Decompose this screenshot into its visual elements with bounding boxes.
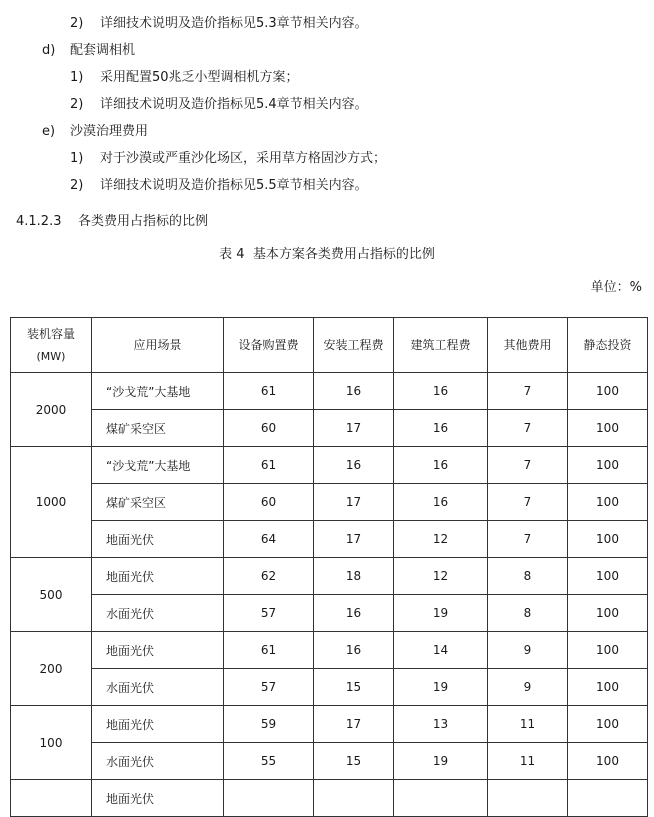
list-number: 1) <box>70 70 84 85</box>
list-letter: d) <box>42 43 56 58</box>
install-cell <box>314 780 394 817</box>
building-cell: 14 <box>394 632 488 669</box>
unit-label: 单位：% <box>590 280 642 295</box>
table-row <box>11 632 648 669</box>
table-row <box>11 447 648 484</box>
other-cell: 9 <box>488 632 568 669</box>
scene-cell: 水面光伏 <box>92 595 224 632</box>
other-cell: 11 <box>488 706 568 743</box>
equipment-cell: 59 <box>224 706 314 743</box>
equipment-cell: 57 <box>224 595 314 632</box>
capacity-cell: 2000 <box>11 373 92 447</box>
building-cell: 16 <box>394 447 488 484</box>
list-item <box>42 120 148 139</box>
scene-cell: “沙戈荒”大基地 <box>92 373 224 410</box>
list-text: 对于沙漠或严重沙化场区，采用草方格固沙方式； <box>100 151 387 166</box>
other-cell: 7 <box>488 373 568 410</box>
scene-cell: 煤矿采空区 <box>92 410 224 447</box>
table-row <box>11 595 648 632</box>
scene-cell: 地面光伏 <box>92 558 224 595</box>
scene-cell: “沙戈荒”大基地 <box>92 447 224 484</box>
static-cell: 100 <box>568 410 648 447</box>
header-static: 静态投资 <box>568 318 648 373</box>
list-item <box>70 66 299 85</box>
equipment-cell: 61 <box>224 373 314 410</box>
scene-cell: 水面光伏 <box>92 669 224 706</box>
table-header-row <box>11 318 648 373</box>
equipment-cell <box>224 780 314 817</box>
table-row <box>11 558 648 595</box>
list-text: 详细技术说明及造价指标见5.3章节相关内容。 <box>100 16 368 31</box>
install-cell: 15 <box>314 669 394 706</box>
install-cell: 17 <box>314 410 394 447</box>
install-cell: 16 <box>314 595 394 632</box>
list-number: 2) <box>70 178 84 193</box>
building-cell: 19 <box>394 595 488 632</box>
install-cell: 15 <box>314 743 394 780</box>
table-row <box>11 706 648 743</box>
install-cell: 16 <box>314 447 394 484</box>
capacity-cell <box>11 780 92 817</box>
static-cell <box>568 780 648 817</box>
equipment-cell: 62 <box>224 558 314 595</box>
static-cell: 100 <box>568 743 648 780</box>
building-cell: 12 <box>394 521 488 558</box>
other-cell: 7 <box>488 521 568 558</box>
equipment-cell: 55 <box>224 743 314 780</box>
static-cell: 100 <box>568 669 648 706</box>
other-cell: 7 <box>488 484 568 521</box>
list-text: 详细技术说明及造价指标见5.4章节相关内容。 <box>100 97 368 112</box>
other-cell: 8 <box>488 558 568 595</box>
install-cell: 16 <box>314 632 394 669</box>
section-heading <box>16 210 208 229</box>
building-cell: 16 <box>394 410 488 447</box>
table-row <box>11 669 648 706</box>
list-letter: e) <box>42 124 56 139</box>
table-row <box>11 780 648 817</box>
building-cell: 19 <box>394 669 488 706</box>
list-text: 采用配置50兆乏小型调相机方案； <box>100 70 299 85</box>
list-heading: 配套调相机 <box>70 43 136 58</box>
other-cell <box>488 780 568 817</box>
section-number: 4.1.2.3 <box>16 214 62 229</box>
capacity-cell: 1000 <box>11 447 92 558</box>
static-cell: 100 <box>568 484 648 521</box>
other-cell: 9 <box>488 669 568 706</box>
list-item <box>70 12 368 31</box>
list-item <box>70 93 368 112</box>
table-row <box>11 410 648 447</box>
building-cell: 16 <box>394 373 488 410</box>
section-title: 各类费用占指标的比例 <box>78 214 209 229</box>
list-text: 详细技术说明及造价指标见5.5章节相关内容。 <box>100 178 368 193</box>
table-caption: 表 4 基本方案各类费用占指标的比例 <box>219 247 435 262</box>
scene-cell: 水面光伏 <box>92 743 224 780</box>
static-cell: 100 <box>568 447 648 484</box>
install-cell: 17 <box>314 484 394 521</box>
capacity-cell: 200 <box>11 632 92 706</box>
scene-cell: 地面光伏 <box>92 706 224 743</box>
scene-cell: 地面光伏 <box>92 521 224 558</box>
building-cell: 12 <box>394 558 488 595</box>
table-row <box>11 743 648 780</box>
list-number: 2) <box>70 16 84 31</box>
list-number: 1) <box>70 151 84 166</box>
header-equipment: 设备购置费 <box>224 318 314 373</box>
list-item <box>70 147 386 166</box>
install-cell: 18 <box>314 558 394 595</box>
other-cell: 11 <box>488 743 568 780</box>
static-cell: 100 <box>568 632 648 669</box>
install-cell: 17 <box>314 521 394 558</box>
header-capacity: 装机容量 (MW) <box>11 318 92 373</box>
building-cell <box>394 780 488 817</box>
equipment-cell: 64 <box>224 521 314 558</box>
capacity-cell: 500 <box>11 558 92 632</box>
static-cell: 100 <box>568 373 648 410</box>
header-scene: 应用场景 <box>92 318 224 373</box>
cost-ratio-table <box>10 317 648 817</box>
table-row <box>11 373 648 410</box>
table-row <box>11 521 648 558</box>
static-cell: 100 <box>568 706 648 743</box>
capacity-cell: 100 <box>11 706 92 780</box>
equipment-cell: 61 <box>224 632 314 669</box>
building-cell: 13 <box>394 706 488 743</box>
table-row <box>11 484 648 521</box>
building-cell: 16 <box>394 484 488 521</box>
list-item <box>70 174 368 193</box>
equipment-cell: 60 <box>224 410 314 447</box>
building-cell: 19 <box>394 743 488 780</box>
other-cell: 7 <box>488 447 568 484</box>
scene-cell: 煤矿采空区 <box>92 484 224 521</box>
install-cell: 17 <box>314 706 394 743</box>
other-cell: 7 <box>488 410 568 447</box>
install-cell: 16 <box>314 373 394 410</box>
list-number: 2) <box>70 97 84 112</box>
scene-cell: 地面光伏 <box>92 780 224 817</box>
scene-cell: 地面光伏 <box>92 632 224 669</box>
equipment-cell: 60 <box>224 484 314 521</box>
equipment-cell: 57 <box>224 669 314 706</box>
header-other: 其他费用 <box>488 318 568 373</box>
header-building: 建筑工程费 <box>394 318 488 373</box>
static-cell: 100 <box>568 521 648 558</box>
equipment-cell: 61 <box>224 447 314 484</box>
other-cell: 8 <box>488 595 568 632</box>
list-heading: 沙漠治理费用 <box>70 124 149 139</box>
header-install: 安装工程费 <box>314 318 394 373</box>
static-cell: 100 <box>568 558 648 595</box>
static-cell: 100 <box>568 595 648 632</box>
list-item <box>42 39 135 58</box>
